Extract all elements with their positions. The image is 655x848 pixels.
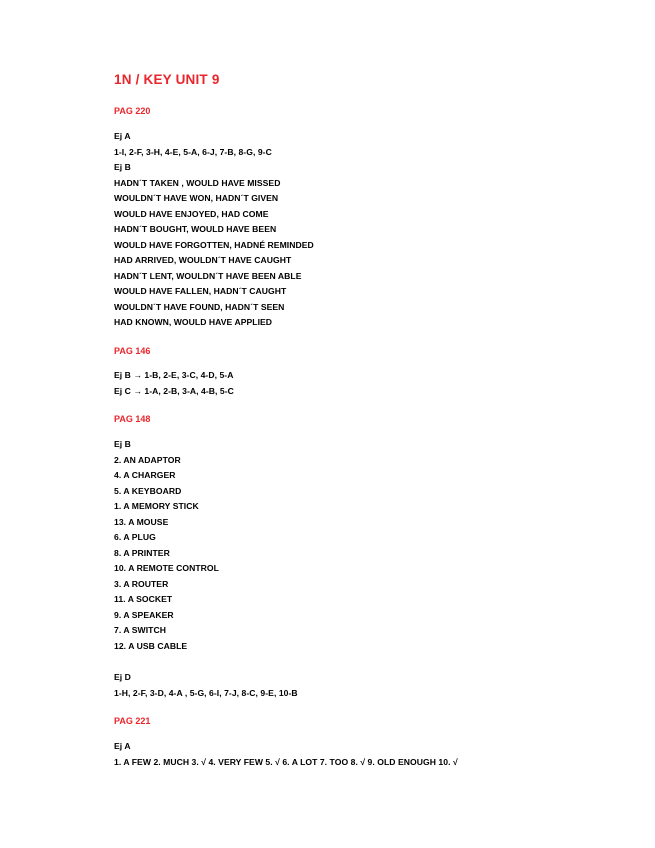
answer-line: 13. A MOUSE xyxy=(114,517,169,527)
answer-line: WOULDN´T HAVE WON, HADN´T GIVEN xyxy=(114,193,279,203)
answer-line: WOULDN´T HAVE FOUND, HADN´T SEEN xyxy=(114,302,285,312)
exercise-label: Ej D xyxy=(114,672,131,682)
answer-line: HADN´T TAKEN , WOULD HAVE MISSED xyxy=(114,178,281,188)
section-heading-pag-148: PAG 148 xyxy=(114,414,151,424)
answer-line: WOULD HAVE FALLEN, HADN´T CAUGHT xyxy=(114,286,287,296)
answer-line: 11. A SOCKET xyxy=(114,594,173,604)
section-heading-pag-146: PAG 146 xyxy=(114,346,151,356)
answer-line: WOULD HAVE FORGOTTEN, HADNÉ REMINDED xyxy=(114,240,314,250)
answer-line: 2. AN ADAPTOR xyxy=(114,455,181,465)
answer-line: 10. A REMOTE CONTROL xyxy=(114,563,219,573)
answer-line: 1-H, 2-F, 3-D, 4-A , 5-G, 6-I, 7-J, 8-C, 9-E, 10-B xyxy=(114,688,298,698)
answer-line: HADN´T BOUGHT, WOULD HAVE BEEN xyxy=(114,224,277,234)
exercise-label: Ej B xyxy=(114,439,131,449)
answer-line: 8. A PRINTER xyxy=(114,548,170,558)
answer-line: HAD KNOWN, WOULD HAVE APPLIED xyxy=(114,317,273,327)
answer-line: Ej B → 1-B, 2-E, 3-C, 4-D, 5-A xyxy=(114,370,234,380)
exercise-label: Ej A xyxy=(114,131,131,141)
answer-line: 6. A PLUG xyxy=(114,532,156,542)
exercise-label: Ej A xyxy=(114,741,131,751)
answer-line: 12. A USB CABLE xyxy=(114,641,188,651)
exercise-label: Ej B xyxy=(114,162,131,172)
answer-line: 1. A FEW 2. MUCH 3. √ 4. VERY FEW 5. √ 6. A LOT 7. TOO 8. √ 9. OLD ENOUGH 10. √ xyxy=(114,757,458,767)
answer-line: 9. A SPEAKER xyxy=(114,610,174,620)
answer-line: 5. A KEYBOARD xyxy=(114,486,182,496)
answer-line: 3. A ROUTER xyxy=(114,579,169,589)
answer-line: 1. A MEMORY STICK xyxy=(114,501,199,511)
answer-line: 1-I, 2-F, 3-H, 4-E, 5-A, 6-J, 7-B, 8-G, 9-C xyxy=(114,147,272,157)
answer-line: HADN´T LENT, WOULDN´T HAVE BEEN ABLE xyxy=(114,271,302,281)
answer-line: WOULD HAVE ENJOYED, HAD COME xyxy=(114,209,269,219)
section-heading-pag-221: PAG 221 xyxy=(114,716,151,726)
section-heading-pag-220: PAG 220 xyxy=(114,106,151,116)
answer-line: 4. A CHARGER xyxy=(114,470,176,480)
document-title: 1N / KEY UNIT 9 xyxy=(114,72,220,87)
answer-line: HAD ARRIVED, WOULDN´T HAVE CAUGHT xyxy=(114,255,292,265)
answer-line: Ej C → 1-A, 2-B, 3-A, 4-B, 5-C xyxy=(114,386,234,396)
answer-line: 7. A SWITCH xyxy=(114,625,166,635)
